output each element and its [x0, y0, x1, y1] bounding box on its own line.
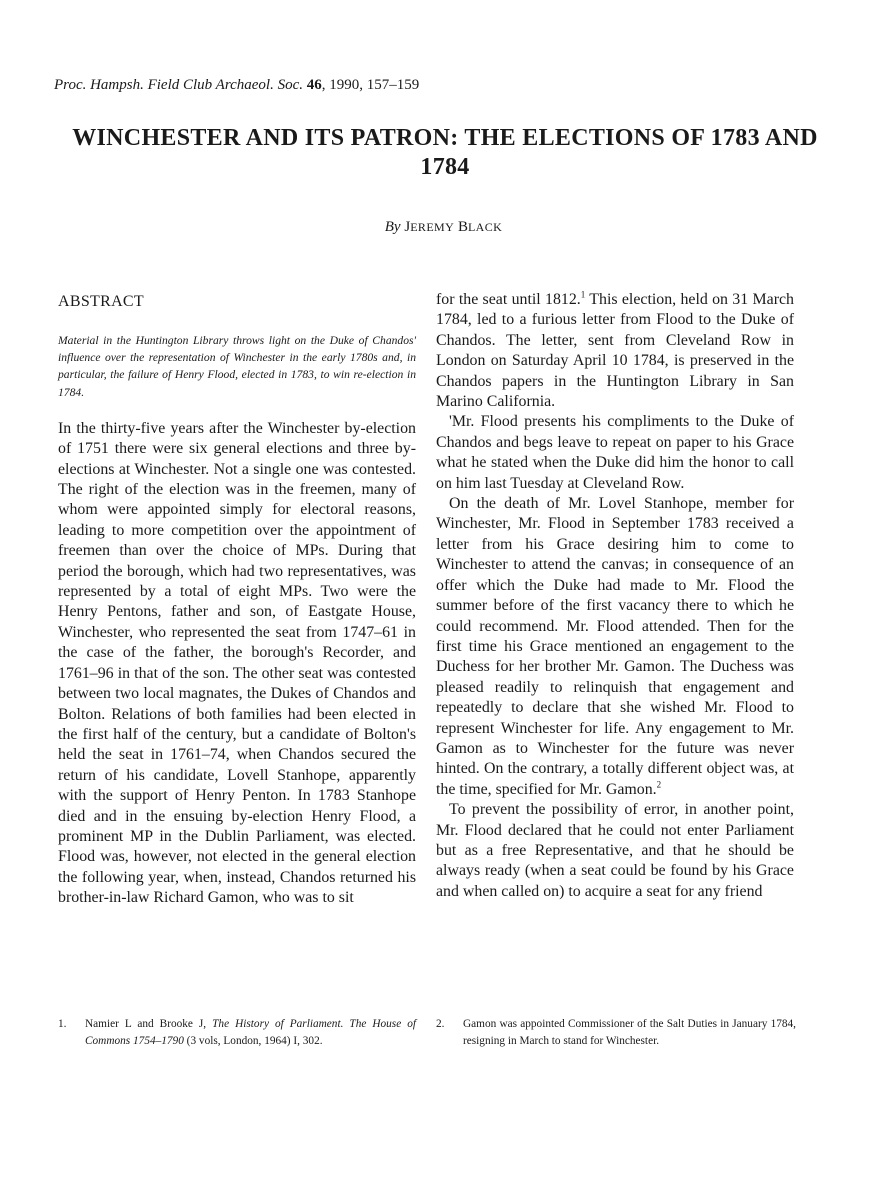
journal-name: Proc. Hampsh. Field Club Archaeol. Soc. [54, 77, 303, 93]
author-last-rest: LACK [467, 220, 503, 234]
footnote-text [85, 1016, 416, 1050]
abstract-heading: ABSTRACT [58, 293, 144, 310]
author-last-initial: B [457, 219, 468, 235]
article-title: WINCHESTER AND ITS PATRON: THE ELECTIONS OF 1783 AND 1784 [72, 125, 818, 180]
letter-paragraph: To prevent the possibility of error, in another point, Mr. Flood declared that he could not enter Parliament but as a free Representative, and that he should be always ready (when a seat could be found by his Grace and when called on) to acquire a seat for any friend [436, 801, 794, 900]
abstract-text: Material in the Huntington Library throws light on the Duke of Chandos' influence over the representation of Winchester in the early 1780s and, in particular, the failure of Henry Flood, elected in 1783, to win re-election in 1784. [58, 334, 416, 399]
right-column [436, 290, 794, 902]
byline [0, 218, 887, 236]
footnote-2 [436, 1016, 796, 1050]
journal-reference [54, 76, 554, 94]
footnote-text: Gamon was appointed Commissioner of the Salt Duties in January 1784, resigning in March to stand for Winchester. [463, 1018, 796, 1048]
footnote-book-title: The History of Parliament. The House of Commons 1754–1790 [85, 1018, 417, 1048]
footnote-1 [58, 1016, 416, 1050]
journal-year-pages: , 1990, 157–159 [321, 77, 420, 93]
author-first-initial: J [404, 219, 411, 235]
paragraph-text: On the death of Mr. Lovel Stanhope, member for Winchester, Mr. Flood in September 1783 received a letter from his Grace desiring him to come to Winchester to attend the canvas; in consequence of an offer which the Duke had made to Mr. Flood the summer before of the first vacancy there to which he could recommend. Mr. Flood attended. Then for the first time his Grace mentioned an engagement to the Duchess for her brother Mr. Gamon. The Duchess was pleased readily to relinquish that engagement and repeatedly to declare that she wished Mr. Flood to represent Winchester for life. Any engagement to Mr. Gamon as to Winchester for the future was never hinted. On the contrary, a totally different object was, at the time, specified for Mr. Gamon. [436, 495, 794, 798]
left-column [58, 290, 416, 909]
paragraph-text: for the seat until 1812. [436, 291, 581, 308]
byline-by: By [384, 219, 401, 235]
letter-paragraph: 'Mr. Flood presents his compliments to the Duke of Chandos and begs leave to repeat on paper to his Grace what he stated when the Duke did him the honor to call on him last Tuesday at Cleveland Row. [436, 413, 794, 492]
author-first-rest: EREMY [410, 220, 455, 234]
footnote-text-part: Namier L and Brooke J, [85, 1018, 213, 1030]
body-paragraph [436, 290, 794, 412]
footnote-number: 1. [58, 1018, 67, 1030]
footnote-number: 2. [436, 1018, 445, 1030]
paragraph-text: This election, held on 31 March 1784, led to a furious letter from Flood to the Duke of Chandos. The letter, sent from Cleveland Row in London on Saturday April 10 1784, is preserved in the Chandos papers in the Huntington Library in San Marino California. [436, 291, 794, 411]
letter-paragraph [436, 494, 794, 800]
footnote-ref: 2 [656, 779, 662, 790]
body-paragraph: In the thirty-five years after the Winchester by-election of 1751 there were six general elections and three by-elections at Winchester. Not a single one was contested. The right of the election was in the freemen, many of whom were appointed simply for electoral reasons, leading to more competition over the appointment of freemen than over the choice of MPs. During that period the borough, which had two representatives, was represented by a total of eight MPs. Two were the Henry Pentons, father and son, of Eastgate House, Winchester, who represented the seat from 1747–61 in the case of the father, the borough's Recorder, and 1761–96 in that of the son. The other seat was contested between two local magnates, the Dukes of Chandos and Bolton. Relations of both families had been elected in the first half of the century, but a candidate of Bolton's held the seat in 1761–74, when Chandos secured the return of his candidate, Lovell Stanhope, apparently with the support of Henry Penton. In 1783 Stanhope died and in the ensuing by-election Henry Flood, a prominent MP in the Dublin Parliament, was elected. Flood was, however, not elected in the general election the following year, when, instead, Chandos returned his brother-in-law Richard Gamon, who was to sit [58, 419, 416, 907]
footnote-text-part: (3 vols, London, 1964) I, 302. [183, 1035, 323, 1048]
journal-volume: 46 [306, 77, 322, 93]
footnote-ref: 1 [580, 289, 586, 300]
